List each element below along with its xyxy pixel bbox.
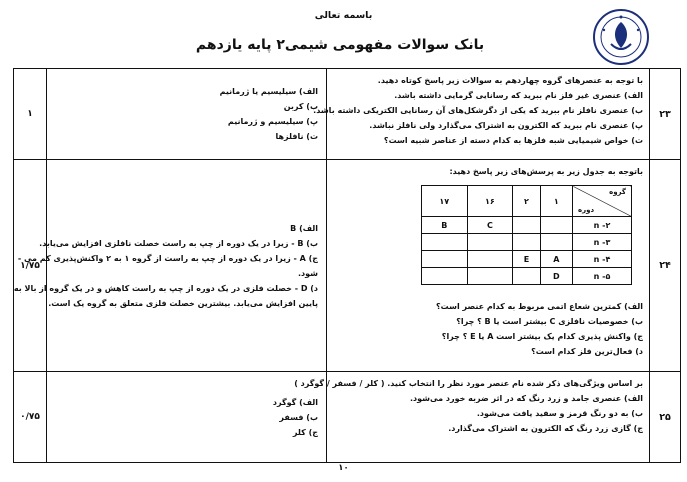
period-label: n -۴ bbox=[573, 251, 632, 268]
question-line: الف) عنصری غیر فلز نام ببرید که رسانایی گرمایی داشته باشد. bbox=[394, 91, 643, 100]
grid-cell: B bbox=[422, 217, 468, 234]
basmala: باسمه تعالی bbox=[314, 10, 373, 21]
question-line: با توجه به عنصرهای گروه چهاردهم به سوالات زیر پاسخ کوتاه دهید. bbox=[377, 76, 643, 85]
question-cell bbox=[313, 69, 650, 160]
answer-line: ب) فسفر bbox=[279, 412, 318, 422]
grid-cell bbox=[422, 251, 468, 268]
group-header: ۱۶ bbox=[467, 186, 513, 217]
page-number: ۱۰ bbox=[338, 463, 349, 473]
score: ۱ bbox=[14, 69, 47, 160]
grid-cell bbox=[467, 251, 513, 268]
question-line: ج) گازی زرد رنگ که الکترون به اشتراک می‌گذارد. bbox=[448, 424, 643, 433]
question-line: پ) عنصری نام ببرید که الکترون به اشتراک می‌گذارد ولی نافلز نباشد. bbox=[369, 121, 643, 130]
grid-cell bbox=[467, 268, 513, 285]
grid-cell bbox=[513, 217, 540, 234]
answer-cell bbox=[47, 372, 327, 463]
grid-cell bbox=[513, 234, 540, 251]
grid-cell bbox=[422, 234, 468, 251]
answer-cell bbox=[47, 69, 327, 160]
answer-line: ت) نافلزها bbox=[275, 132, 318, 141]
answer-line: الف) سیلیسیم یا ژرمانیم bbox=[219, 87, 318, 96]
question-line: ب) خصوصیات نافلزی C بیشتر است یا B ؟ چرا؟ bbox=[456, 317, 643, 326]
grid-cell bbox=[540, 234, 572, 251]
grid-cell: C bbox=[467, 217, 513, 234]
grid-cell bbox=[422, 268, 468, 285]
answer-line: پ) سیلیسیم و ژرمانیم bbox=[227, 117, 318, 126]
answer-line: د) D - خصلت فلزی در یک دوره از چپ به راست کاهش و در یک گروه از بالا به bbox=[13, 283, 318, 293]
grid-cell: E bbox=[513, 251, 540, 268]
answer-line: شود. bbox=[297, 268, 318, 278]
period-label: n -۲ bbox=[573, 217, 632, 234]
grid-cell: A bbox=[540, 251, 572, 268]
grid-corner bbox=[573, 186, 632, 217]
question-number: ۲۵ bbox=[650, 372, 681, 463]
answer-line: ب) کربن bbox=[283, 102, 318, 111]
group-header: ۱۷ bbox=[422, 186, 468, 217]
periodic-table-grid bbox=[421, 185, 632, 285]
period-label: n -۳ bbox=[573, 234, 632, 251]
question-line: د) فعال‌ترین فلز کدام است؟ bbox=[531, 347, 643, 356]
answer-line: پایین افزایش می‌یابد. بیشترین خصلت فلزی متعلق به گروه یک است. bbox=[48, 298, 318, 308]
grid-cell bbox=[540, 217, 572, 234]
period-label: n -۵ bbox=[573, 268, 632, 285]
grid-cell bbox=[467, 234, 513, 251]
question-line: ج) واکنش پذیری کدام یک بیشتر است A یا E ؟ چرا؟ bbox=[441, 332, 643, 341]
group-header: ۲ bbox=[513, 186, 540, 217]
questions-table bbox=[13, 68, 681, 463]
question-intro: باتوجه به جدول زیر به پرسش‌های زیر پاسخ دهید: bbox=[449, 167, 643, 176]
school-logo bbox=[592, 8, 650, 66]
question-line: ب) به دو رنگ قرمز و سفید یافت می‌شود. bbox=[476, 409, 643, 418]
answer-line: ج) A - زیرا در یک دوره از چپ به راست از گروه ۱ به ۲ واکنش‌پذیری کم می - bbox=[17, 253, 318, 263]
question-line: الف) کمترین شعاع اتمی مربوط به کدام عنصر است؟ bbox=[435, 302, 643, 311]
grid-cell bbox=[513, 268, 540, 285]
question-cell bbox=[327, 160, 650, 372]
group-header: ۱ bbox=[540, 186, 572, 217]
score: ۰/۷۵ bbox=[14, 372, 47, 463]
answer-line: ج) کلر bbox=[292, 427, 318, 437]
question-row-23 bbox=[14, 69, 681, 160]
question-row-25 bbox=[14, 372, 681, 463]
question-row-24 bbox=[14, 160, 681, 372]
question-line: بر اساس ویژگی‌های ذکر شده نام عنصر مورد نظر را انتخاب کنید. ( کلر / فسفر / گوگرد ) bbox=[294, 379, 643, 388]
answer-line: الف) گوگرد bbox=[272, 397, 318, 407]
question-line: الف) عنصری جامد و زرد رنگ که در اثر ضربه خورد می‌شود. bbox=[410, 394, 643, 403]
question-line: ت) خواص شیمیایی شبه فلزها به کدام دسته از عناصر شبیه است؟ bbox=[383, 136, 643, 145]
answer-line: ب) B - زیرا در یک دوره از چپ به راست خصلت نافلزی افزایش می‌یابد. bbox=[39, 238, 318, 248]
page-title: بانک سوالات مفهومی شیمی۲ پایه یازدهم bbox=[195, 37, 485, 53]
question-line: ب) عنصری نافلز نام ببرید که یکی از دگرشکل‌های آن رسانایی الکتریکی داشته باشد. bbox=[313, 106, 643, 115]
answer-line: الف) B bbox=[290, 223, 318, 233]
question-number: ۲۴ bbox=[650, 160, 681, 372]
question-number: ۲۳ bbox=[650, 69, 681, 160]
score: ۱/۷۵ bbox=[14, 160, 47, 372]
grid-cell: D bbox=[540, 268, 572, 285]
grid-corner-group: گروه bbox=[609, 188, 626, 196]
grid-corner-period: دوره bbox=[578, 206, 595, 214]
